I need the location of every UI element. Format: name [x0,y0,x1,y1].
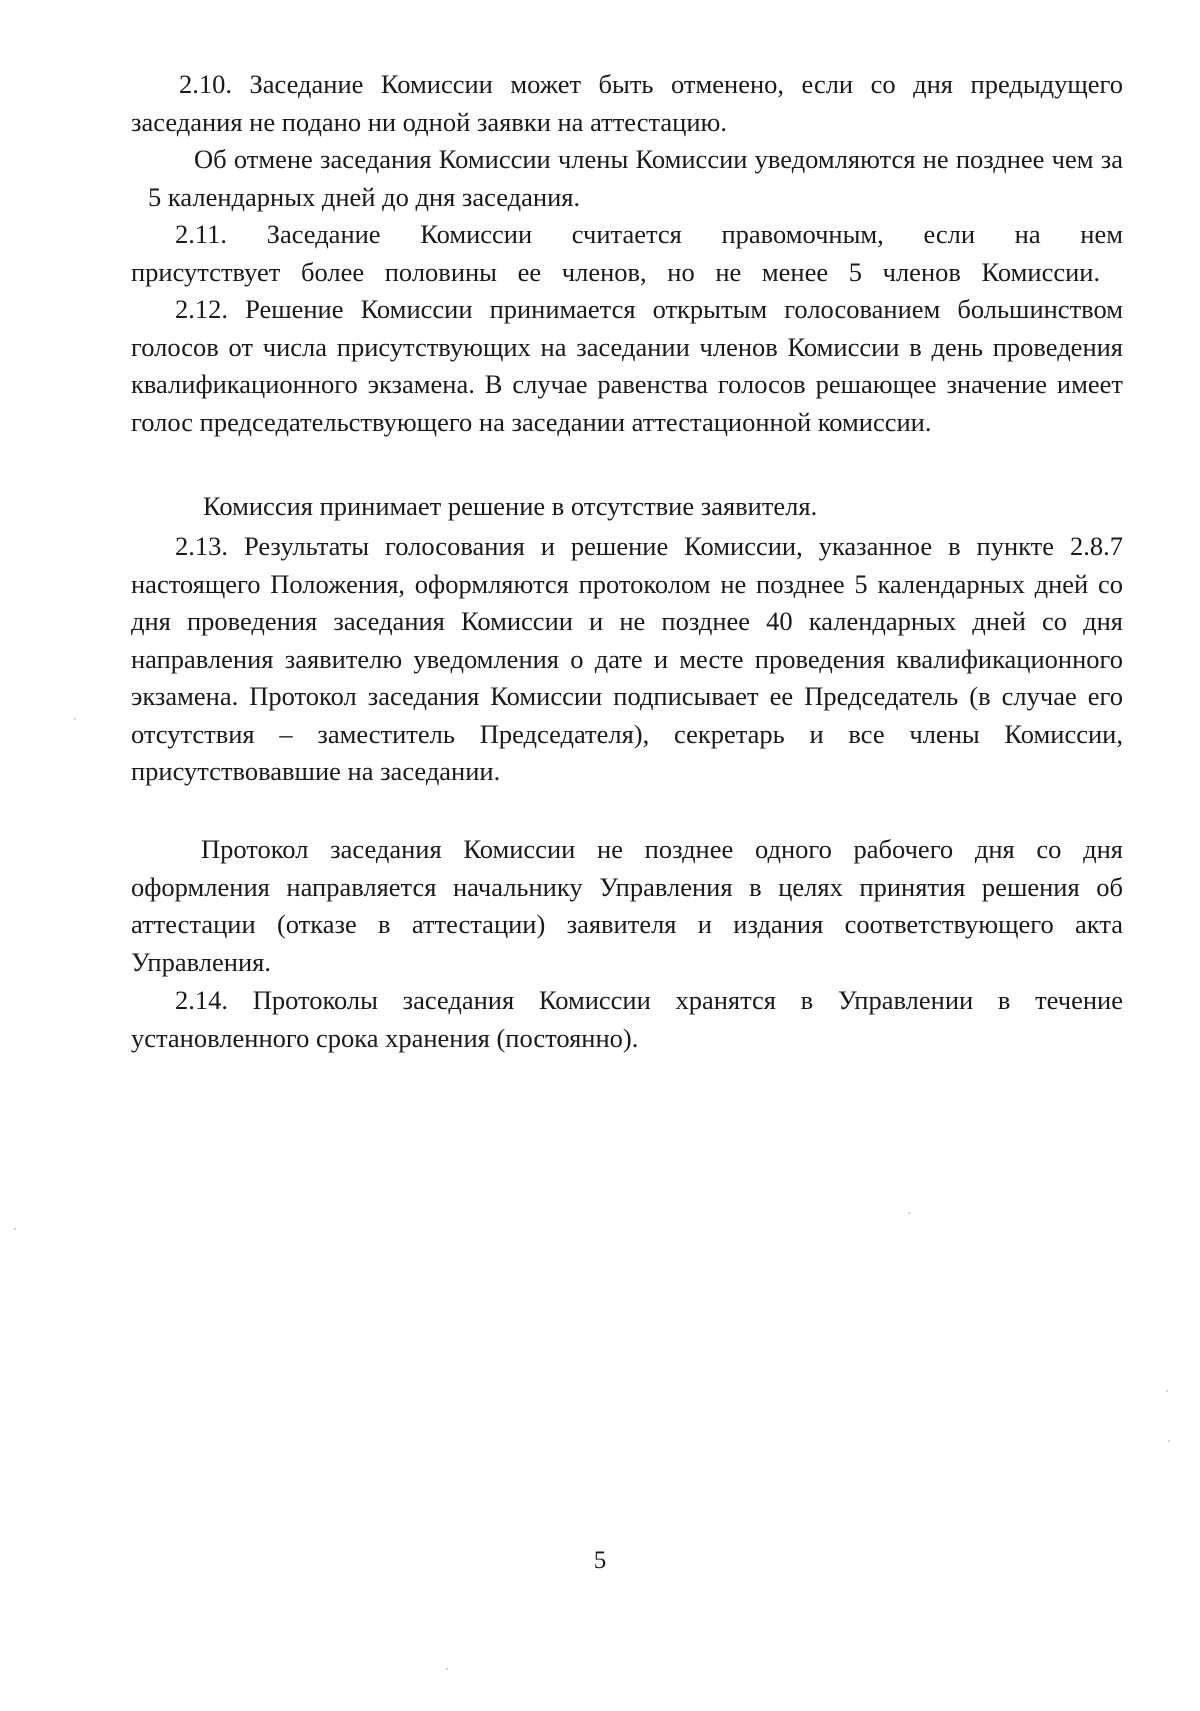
scan-speck [1166,1390,1168,1392]
paragraph-protocol-sent: Протокол заседания Комиссии не позднее одного рабочего дня со дня оформления направляется начальнику Управления в целях принятия решения об аттестации (отказе в аттестации) заявителя и издания соответствующего акта Управления. [131,834,1123,977]
paragraph-2-14: 2.14. Протоколы заседания Комиссии хранятся в Управлении в течение установленного срока хранения (постоянно). [131,985,1123,1053]
scan-speck [446,1668,448,1670]
paragraph-2-13: 2.13. Результаты голосования и решение Комиссии, указанное в пункте 2.8.7 настоящего Положения, оформляются протоколом не позднее 5 календарных дней со дня проведения заседания Комиссии и не позднее 40 календарных дней со дня направления заявителю уведомления о дате и месте проведения квалификационного экзамена. Протокол заседания Комиссии подписывает ее Председатель (в случае его отсутствия – заместитель Председателя), секретарь и все члены Комиссии, присутствовавшие на заседании. [131,531,1123,786]
paragraph-decision-absence: Комиссия принимает решение в отсутствие заявителя. [203,491,818,521]
scan-speck [1168,1440,1170,1442]
paragraph-2-10: 2.10. Заседание Комиссии может быть отменено, если со дня предыдущего заседания не подано ни одной заявки на аттестацию. [131,69,1123,137]
scan-speck [14,1228,16,1230]
scan-speck [908,1212,910,1214]
paragraph-2-12: 2.12. Решение Комиссии принимается открытым голосованием большинством голосов от числа присутствующих на заседании членов Комиссии в день проведения квалификационного экзамена. В случае равенства голосов решающее значение имеет голос председательствующего на заседании аттестационной комиссии. [131,294,1123,437]
paragraph-2-11: 2.11. Заседание Комиссии считается правомочным, если на нем присутствует более половины ее членов, но не менее 5 членов Комиссии. [131,219,1123,287]
scan-speck [74,718,76,720]
paragraph-cancel-notice: Об отмене заседания Комиссии члены Комиссии уведомляются не позднее чем за 5 календарных дней до дня заседания. [148,144,1123,212]
page-number: 5 [593,1547,607,1574]
